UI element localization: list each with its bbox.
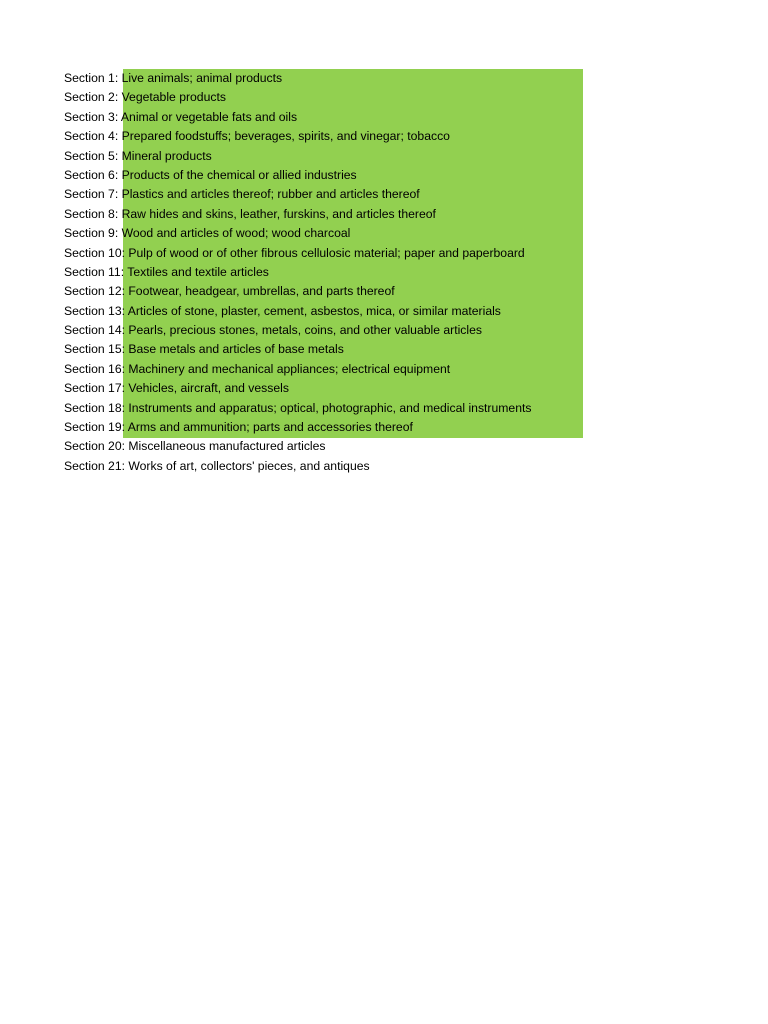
section-line: Section 2: Vegetable products <box>64 90 226 105</box>
section-line: Section 8: Raw hides and skins, leather, furskins, and articles thereof <box>64 206 436 221</box>
section-line: Section 19: Arms and ammunition; parts and accessories thereof <box>64 420 413 435</box>
section-line: Section 5: Mineral products <box>64 148 212 163</box>
section-line: Section 20: Miscellaneous manufactured articles <box>64 439 326 454</box>
section-line: Section 16: Machinery and mechanical appliances; electrical equipment <box>64 361 451 376</box>
section-line: Section 13: Articles of stone, plaster, cement, asbestos, mica, or similar materials <box>64 303 501 318</box>
section-line: Section 10: Pulp of wood or of other fibrous cellulosic material; paper and paperboard <box>64 245 525 260</box>
section-line: Section 14: Pearls, precious stones, metals, coins, and other valuable articles <box>64 323 482 338</box>
section-line: Section 7: Plastics and articles thereof; rubber and articles thereof <box>64 187 420 202</box>
section-line: Section 3: Animal or vegetable fats and oils <box>64 109 298 124</box>
section-line: Section 15: Base metals and articles of base metals <box>64 342 344 357</box>
section-list <box>64 69 704 476</box>
section-line: Section 12: Footwear, headgear, umbrellas, and parts thereof <box>64 284 395 299</box>
section-line: Section 9: Wood and articles of wood; wood charcoal <box>64 226 351 241</box>
section-line: Section 4: Prepared foodstuffs; beverages, spirits, and vinegar; tobacco <box>64 129 450 144</box>
section-line: Section 17: Vehicles, aircraft, and vessels <box>64 381 289 396</box>
section-line: Section 18: Instruments and apparatus; optical, photographic, and medical instruments <box>64 400 532 415</box>
section-line: Section 6: Products of the chemical or allied industries <box>64 167 357 182</box>
section-line: Section 1: Live animals; animal products <box>64 71 283 85</box>
section-line: Section 21: Works of art, collectors' pieces, and antiques <box>64 458 370 473</box>
section-line: Section 11: Textiles and textile articles <box>64 264 269 279</box>
